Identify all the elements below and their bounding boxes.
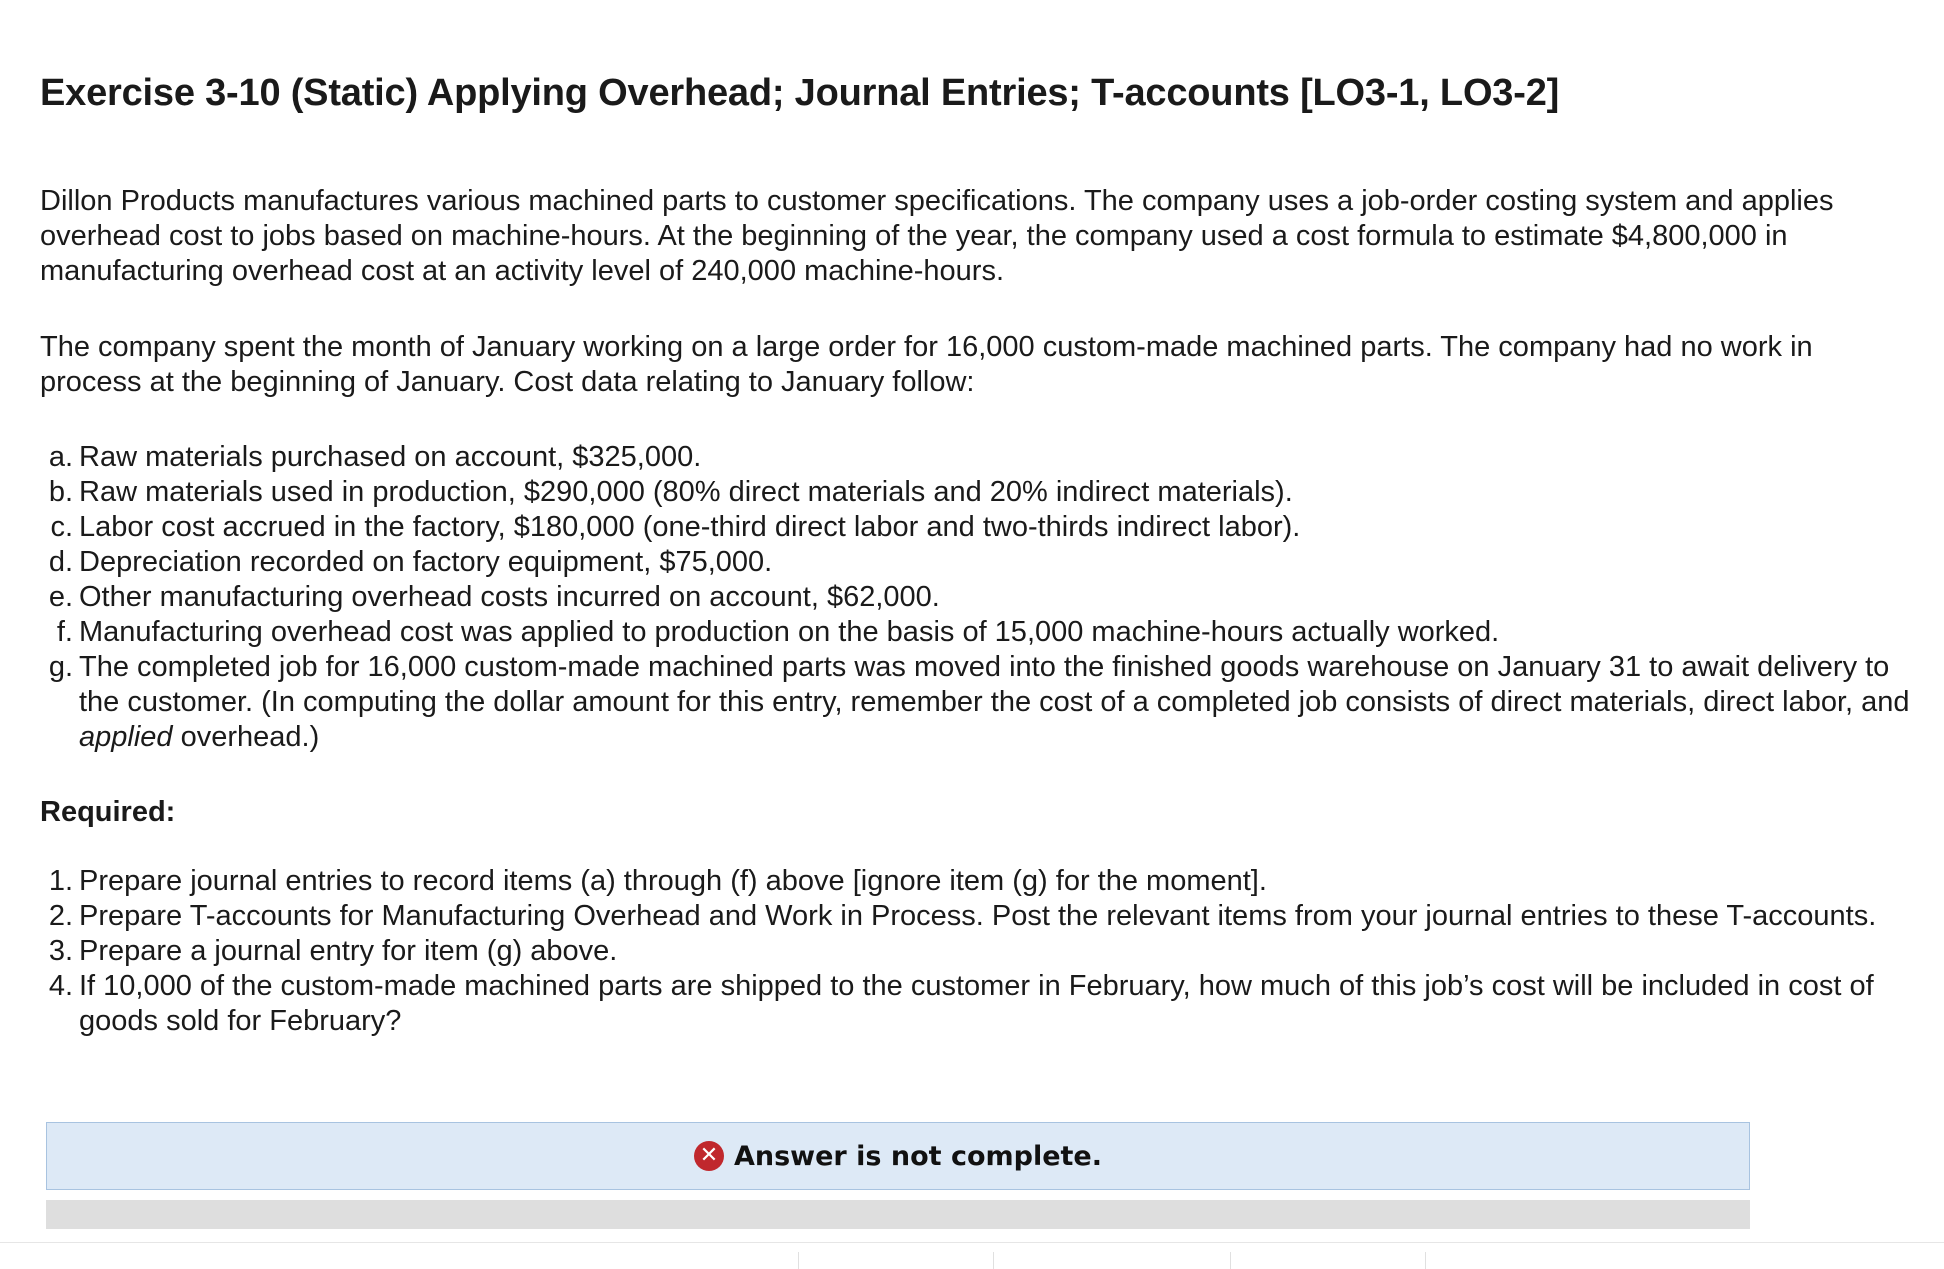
- item-marker: f.: [56, 616, 73, 648]
- item-marker: b.: [48, 476, 73, 508]
- list-item: [40, 864, 1910, 899]
- list-item: [40, 440, 1910, 475]
- req-marker: 3.: [48, 935, 73, 967]
- section-divider: [0, 1242, 1944, 1243]
- list-item: [40, 510, 1910, 545]
- tab-bar-placeholder: [46, 1200, 1750, 1229]
- item-text-end: overhead.): [172, 721, 320, 753]
- exercise-title: Exercise 3-10 (Static) Applying Overhead; Journal Entries; T-accounts [LO3-1, LO3-2]: [40, 72, 1560, 114]
- list-item: [40, 969, 1910, 1039]
- item-marker: a.: [48, 441, 73, 473]
- required-heading: Required:: [40, 796, 176, 828]
- item-marker: e.: [48, 581, 73, 613]
- item-text: Depreciation recorded on factory equipment, $75,000.: [79, 546, 773, 578]
- item-text: Raw materials purchased on account, $325,000.: [79, 441, 702, 473]
- list-item: [40, 650, 1910, 755]
- column-divider: [993, 1252, 994, 1269]
- item-emphasis: applied: [79, 721, 173, 753]
- list-item: [40, 545, 1910, 580]
- item-marker: c.: [50, 511, 73, 543]
- item-text: Labor cost accrued in the factory, $180,000 (one-third direct labor and two-thirds indirect labor).: [79, 511, 1301, 543]
- item-text: Raw materials used in production, $290,000 (80% direct materials and 20% indirect materials).: [79, 476, 1293, 508]
- cost-data-list: [40, 440, 1910, 755]
- requirements-list: [40, 864, 1910, 1039]
- list-item: [40, 934, 1910, 969]
- january-paragraph: The company spent the month of January working on a large order for 16,000 custom-made machined parts. The company had no work in process at the beginning of January. Cost data relating to January follow:: [40, 331, 1813, 398]
- list-item: [40, 899, 1910, 934]
- column-divider: [1230, 1252, 1231, 1269]
- req-text: Prepare a journal entry for item (g) above.: [79, 935, 618, 967]
- req-text: If 10,000 of the custom-made machined parts are shipped to the customer in February, how much of this job’s cost will be included in cost of goods sold for February?: [79, 970, 1874, 1037]
- intro-paragraph: Dillon Products manufactures various machined parts to customer specifications. The company uses a job-order costing system and applies overhead cost to jobs based on machine-hours. At the beginning of the year, the company used a cost formula to estimate $4,800,000 in manufacturing overhead cost at an activity level of 240,000 machine-hours.: [40, 185, 1834, 287]
- req-text: Prepare T-accounts for Manufacturing Overhead and Work in Process. Post the relevant items from your journal entries to these T-accounts.: [79, 900, 1877, 932]
- req-marker: 2.: [48, 900, 73, 932]
- item-marker: g.: [48, 651, 73, 683]
- item-text: Manufacturing overhead cost was applied to production on the basis of 15,000 machine-hours actually worked.: [79, 616, 1500, 648]
- column-divider: [1425, 1252, 1426, 1269]
- req-marker: 1.: [48, 865, 73, 897]
- req-marker: 4.: [48, 970, 73, 1002]
- item-marker: d.: [48, 546, 73, 578]
- answer-status-text: Answer is not complete.: [733, 1140, 1103, 1172]
- list-item: [40, 475, 1910, 510]
- error-x-icon: ✕: [694, 1141, 724, 1171]
- list-item: [40, 615, 1910, 650]
- column-divider: [798, 1252, 799, 1269]
- list-item: [40, 580, 1910, 615]
- req-text: Prepare journal entries to record items (a) through (f) above [ignore item (g) for the moment].: [79, 865, 1267, 897]
- item-text: Other manufacturing overhead costs incurred on account, $62,000.: [79, 581, 940, 613]
- item-text: The completed job for 16,000 custom-made machined parts was moved into the finished goods warehouse on January 31 to await delivery to the customer. (In computing the dollar amount for this entry, remember the cost of a completed job consists of direct materials, direct labor, and: [79, 651, 1910, 718]
- answer-status-banner: [46, 1122, 1750, 1190]
